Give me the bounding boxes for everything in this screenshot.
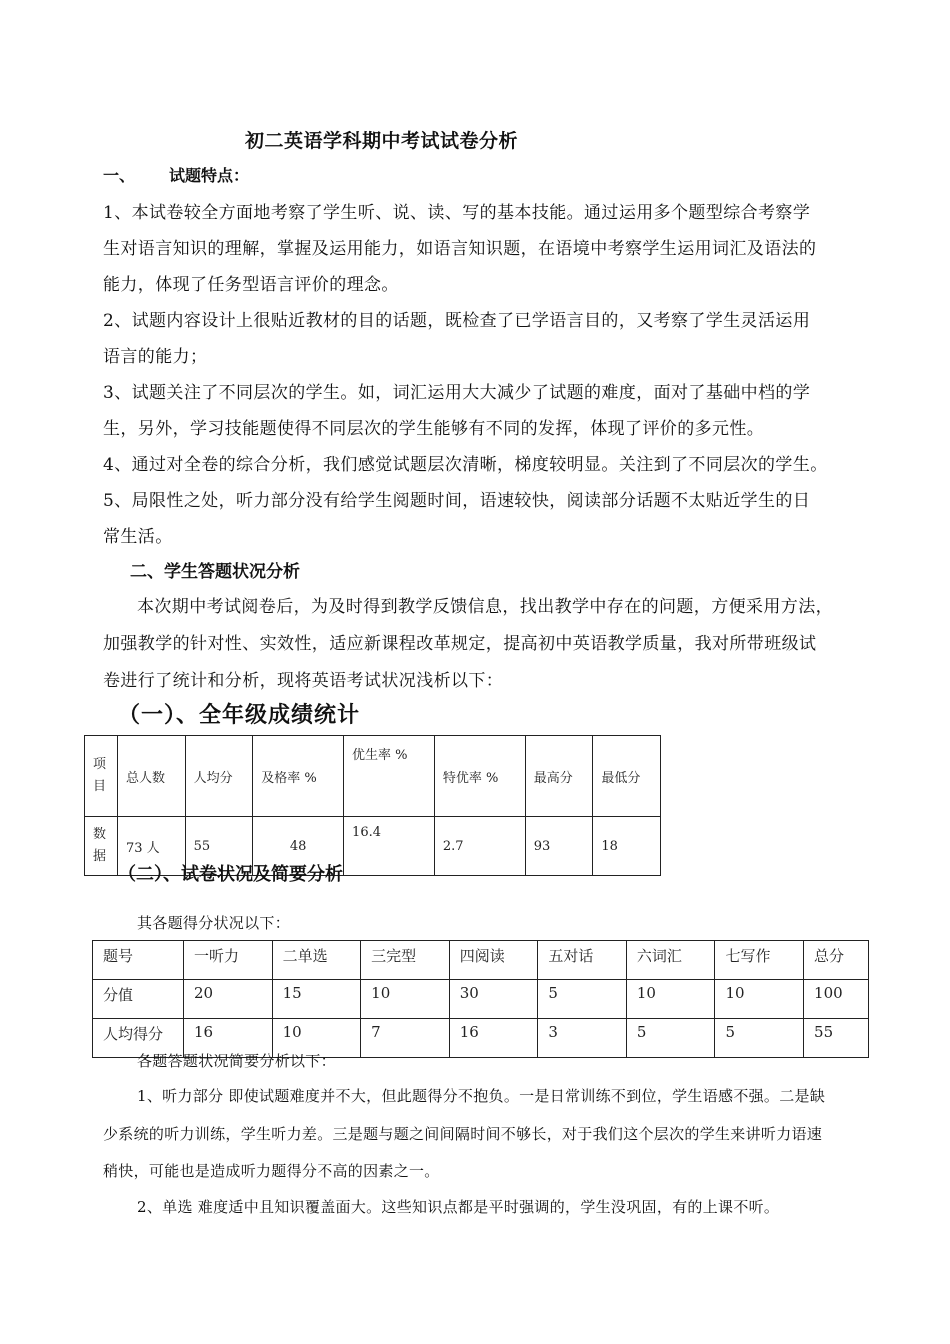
table-cell: 10 [361, 980, 450, 1019]
table-cell: 18 [593, 817, 661, 876]
sub2-heading: （二）、试卷状况及简要分析 [118, 864, 343, 885]
table-cell: 5 [715, 1019, 804, 1058]
table-cell: 特优率 % [434, 736, 525, 817]
page-title: 初二英语学科期中考试试卷分析 [245, 130, 519, 152]
table-cell: 及格率 % [253, 736, 344, 817]
table-cell: 题号 [93, 941, 184, 980]
table-cell: 10 [272, 1019, 361, 1058]
table-cell: 30 [449, 980, 538, 1019]
table-cell: 总分 [804, 941, 869, 980]
table-cell: 二单选 [272, 941, 361, 980]
table-cell: 数据 [85, 817, 118, 876]
question-scores-table [92, 940, 869, 1058]
table-cell: 一听力 [184, 941, 273, 980]
table-cell: 16.4 [344, 817, 435, 876]
table-cell: 7 [361, 1019, 450, 1058]
table-cell: 优生率 % [344, 736, 435, 817]
s2-line-2: 加强教学的针对性、实效性，适应新课程改革规定，提高初中英语教学质量，我对所带班级试 [103, 634, 817, 654]
s1-line-1: 1、本试卷较全方面地考察了学生听、说、读、写的基本技能。通过运用多个题型综合考察学 [103, 203, 811, 223]
s1-line-8: 4、通过对全卷的综合分析，我们感觉试题层次清晰，梯度较明显。关注到了不同层次的学生。 [103, 455, 828, 475]
table-cell: 2.7 [434, 817, 525, 876]
section1-title: 试题特点： [169, 166, 250, 185]
s1-line-10: 常生活。 [103, 527, 173, 547]
sub2-line-2: 少系统的听力训练，学生听力差。三是题与题之间间隔时间不够长，对于我们这个层次的学生来讲听力语速 [103, 1125, 823, 1143]
sub2-line-3: 稍快，可能也是造成听力题得分不高的因素之一。 [103, 1162, 440, 1180]
sub2-line-4: 2、单选 难度适中且知识覆盖面大。这些知识点都是平时强调的，学生没巩固，有的上课不听。 [137, 1198, 780, 1216]
table-cell: 人均得分 [93, 1019, 184, 1058]
table-cell: 100 [804, 980, 869, 1019]
table-cell: 五对话 [538, 941, 627, 980]
table-row [93, 980, 869, 1019]
s1-line-3: 能力，体现了任务型语言评价的理念。 [103, 275, 399, 295]
grade-stats-table [84, 735, 661, 876]
table-cell: 总人数 [118, 736, 186, 817]
table-cell: 分值 [93, 980, 184, 1019]
table-cell: 四阅读 [449, 941, 538, 980]
table-cell: 55 [185, 817, 253, 876]
s1-line-5: 语言的能力； [103, 347, 208, 367]
table-cell: 最高分 [525, 736, 593, 817]
table-cell: 93 [525, 817, 593, 876]
section1-heading [103, 163, 249, 186]
table-row [85, 736, 661, 817]
s1-line-6: 3、试题关注了不同层次的学生。如，词汇运用大大减少了试题的难度，面对了基础中档的学 [103, 383, 811, 403]
section1-number: 一、 [103, 166, 136, 185]
table-cell: 10 [626, 980, 715, 1019]
table-cell: 七写作 [715, 941, 804, 980]
s2-line-3: 卷进行了统计和分析，现将英语考试状况浅析以下： [103, 671, 504, 691]
table-cell: 10 [715, 980, 804, 1019]
s2-line-1: 本次期中考试阅卷后，为及时得到教学反馈信息，找出教学中存在的问题，方便采用方法， [137, 597, 833, 617]
table-row [93, 941, 869, 980]
s1-line-4: 2、试题内容设计上很贴近教材的目的话题，既检查了已学语言目的，又考察了学生灵活运用 [103, 311, 811, 331]
table-cell: 16 [184, 1019, 273, 1058]
s1-line-7: 生，另外，学习技能题使得不同层次的学生能够有不同的发挥，体现了评价的多元性。 [103, 419, 765, 439]
section2-heading: 二、学生答题状况分析 [130, 562, 300, 582]
table-cell: 最低分 [593, 736, 661, 817]
table-cell: 项目 [85, 736, 118, 817]
sub2-line-1: 1、听力部分 即使试题难度并不大，但此题得分不抱负。一是日常训练不到位，学生语感不强。二是缺 [137, 1087, 826, 1105]
table-cell: 5 [538, 980, 627, 1019]
table-cell: 3 [538, 1019, 627, 1058]
table-cell: 48 [253, 817, 344, 876]
table-cell: 5 [626, 1019, 715, 1058]
table-cell: 六词汇 [626, 941, 715, 980]
table-cell: 16 [449, 1019, 538, 1058]
table-cell: 三完型 [361, 941, 450, 980]
s1-line-2: 生对语言知识的理解，掌握及运用能力，如语言知识题，在语境中考察学生运用词汇及语法的 [103, 239, 817, 259]
sub2-after: 各题答题状况简要分析以下： [137, 1052, 336, 1070]
table-cell: 15 [272, 980, 361, 1019]
s1-line-9: 5、局限性之处，听力部分没有给学生阅题时间，语速较快，阅读部分话题不太贴近学生的日 [103, 491, 811, 511]
sub1-heading: （一）、全年级成绩统计 [118, 702, 361, 728]
sub2-intro: 其各题得分状况以下： [137, 914, 291, 932]
table-cell: 73 人 [118, 817, 186, 876]
table-cell: 人均分 [185, 736, 253, 817]
table-cell: 20 [184, 980, 273, 1019]
table-cell: 55 [804, 1019, 869, 1058]
